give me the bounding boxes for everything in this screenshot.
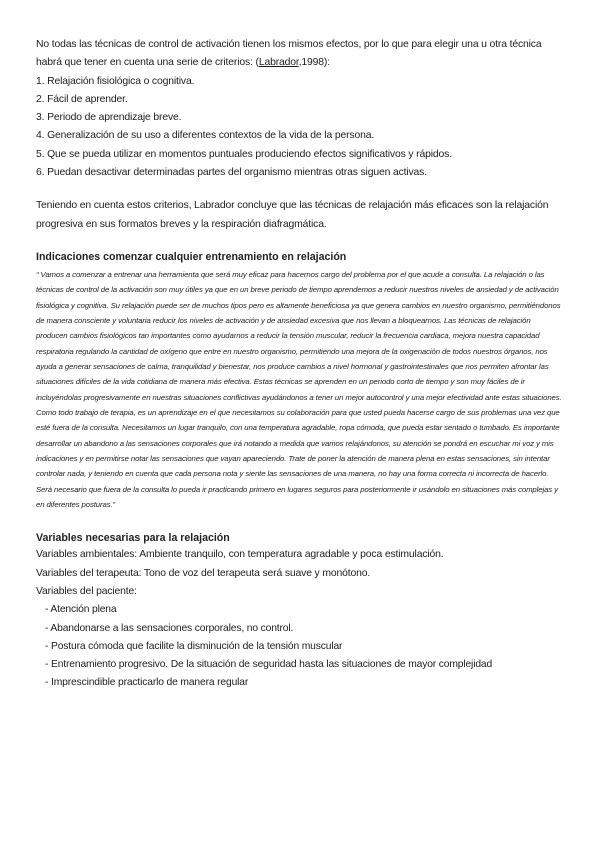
list-item: - Imprescindible practicarlo de manera regular: [36, 674, 564, 692]
conclusion-paragraph: Teniendo en cuenta estos criterios, Labrador concluye que las técnicas de relajación más eficaces son la relajación progresiva en sus formatos breves y la respiración diafragmática.: [36, 200, 549, 230]
variables-ambientales: Variables ambientales: Ambiente tranquilo, con temperatura agradable y poca estimulación.: [36, 549, 444, 561]
list-item: - Entrenamiento progresivo. De la situación de seguridad hasta las situaciones de mayor complejidad: [36, 656, 564, 674]
reference-year: ,1998):: [298, 57, 330, 69]
list-item: - Postura cómoda que facilite la disminución de la tensión muscular: [36, 638, 564, 656]
criteria-item: 3. Periodo de aprendizaje breve.: [36, 112, 182, 124]
list-item: - Atención plena: [36, 601, 564, 619]
criteria-item: 4. Generalización de su uso a diferentes contextos de la vida de la persona.: [36, 130, 375, 142]
intro-paragraph: [36, 36, 564, 73]
document-page: [36, 36, 564, 692]
criteria-item: 5. Que se pueda utilizar en momentos puntuales produciendo efectos significativos y rápidos.: [36, 148, 452, 160]
list-item: - Abandonarse a las sensaciones corporales, no control.: [36, 620, 564, 638]
criteria-item: 1. Relajación fisiológica o cognitiva.: [36, 75, 195, 87]
variables-paciente-label: Variables del paciente:: [36, 586, 137, 598]
variables-terapeuta: Variables del terapeuta: Tono de voz del terapeuta será suave y monótono.: [36, 567, 371, 579]
reference-author: Labrador: [258, 57, 299, 69]
criteria-item: 2. Fácil de aprender.: [36, 93, 128, 105]
paciente-variables-list: [36, 601, 564, 692]
intro-text: No todas las técnicas de control de activación tienen los mismos efectos, por lo que para elegir una u otra técnica habrá que tener en cuenta una serie de criterios: (: [36, 39, 542, 69]
criteria-list: [36, 73, 564, 183]
criteria-item: 6. Puedan desactivar determinadas partes del organismo mientras otras siguen activas.: [36, 167, 427, 179]
section-heading-indicaciones: Indicaciones comenzar cualquier entrenamiento en relajación: [36, 250, 347, 263]
instructions-quote: “ Vamos a comenzar a entrenar una herramienta que será muy eficaz para hacernos cargo del problema por el que acude a consulta. La relajación o las técnicas de control de la activación son muy útiles ya que en un breve periodo de tiempo aprendemos a reducir nuestros niveles de ansiedad y de activación fisiológica y cognitiva. Su relajación puede ser de muchos tipos pero es altamente beneficiosa ya que genera cambios en nuestro organismo, permitiéndonos de manera consciente y voluntaria reducir los niveles de activación y de ansiedad excesiva que nos llevan a bloquearnos. Las técnicas de relajación producen cambios fisiológicos tan importantes como ayudarnos a reducir la tensión muscular, reducir la frecuencia cardiaca, mejora nuestra capacidad respiratoria regulando la cantidad de oxígeno que entre en nuestro organismo, permitiendo una mejora de la oxigenación de todos nuestros órganos, nos ayuda a generar sensaciones de calma, tranquilidad y bienestar, nos produce cambios a nivel hormonal y gastrointestinales que nos permiten afrontar las situaciones difíciles de la vida cotidiana de manera más efectiva. Estas técnicas se aprenden en un periodo corto de tiempo y son muy fáciles de ir incluyéndolas progresivamente en nuestras situaciones conflictivas ayudándonos a tener un mejor autocontrol y una mejor efectividad ante estas situaciones. Como todo trabajo de terapia, es un aprendizaje en el que necesitamos su colaboración para que usted pueda hacerse cargo de sus problemas una vez que esté fuera de la consulta. Necesitamos un lugar tranquilo, con una temperatura agradable, ropa cómoda, que pueda estar sentado o tumbado. Es importante desarrollar un abandono a las sensaciones corporales que irá notando a medida que vamos relajándonos, su atención se pondrá en escuchar mi voz y mis indicaciones y en permitirse notar las sensaciones que vayan apareciendo. Trate de poner la atención de manera plena en estas sensaciones, sin intentar controlar nada, y teniendo en cuenta que cada persona nota y siente las sensaciones de una manera, no hay una forma correcta ni incorrecta de hacerlo. Será necesario que fuera de la consulta lo pueda ir practicando primero en lugares seguros para posteriormente ir usándolo en situaciones más complejas y en diferentes posturas.”: [36, 269, 562, 510]
section-heading-variables: Variables necesarias para la relajación: [36, 532, 230, 545]
